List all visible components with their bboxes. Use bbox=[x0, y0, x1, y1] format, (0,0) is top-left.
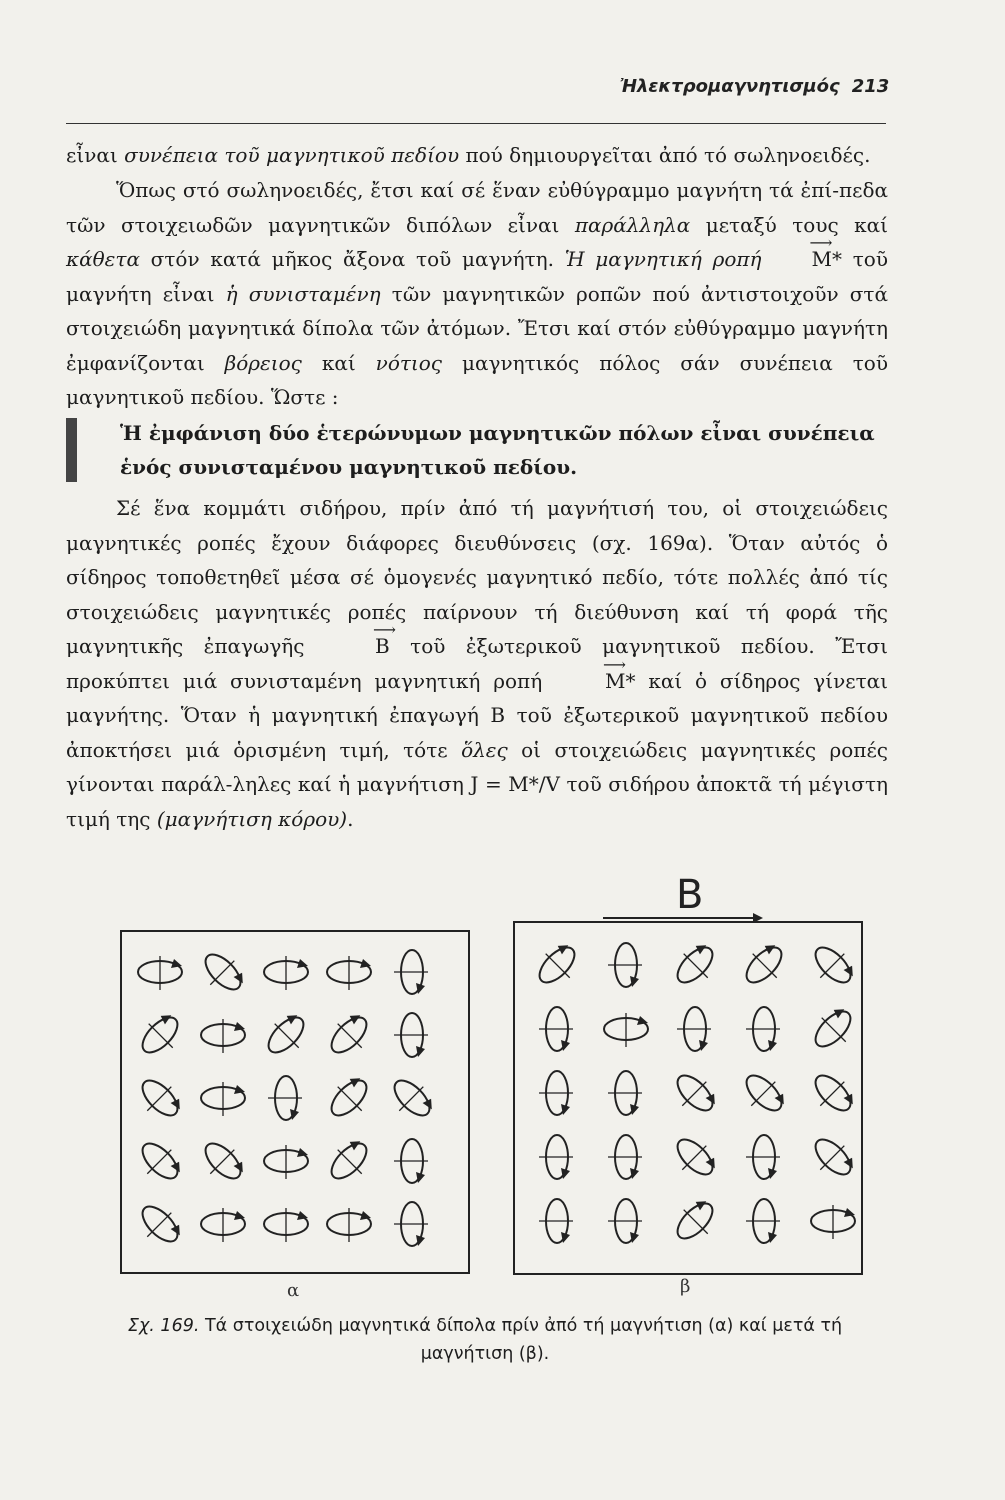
dipole-loop-icon bbox=[608, 1135, 642, 1179]
dipole-loop-icon bbox=[805, 938, 860, 993]
dipole-loop-icon bbox=[811, 1205, 855, 1239]
p1-text: εἶναι bbox=[66, 143, 125, 167]
dipole-loop-icon bbox=[539, 1135, 573, 1179]
dipole-loop-icon bbox=[530, 938, 585, 993]
dipole-loop-icon bbox=[604, 1013, 648, 1047]
dipole-loop-icon bbox=[736, 1066, 791, 1121]
dipole-loop-icon bbox=[322, 1134, 377, 1189]
p2-text: Ὅπως στό σωληνοειδές, ἔτσι καί σέ ἕναν εὐθύγραμμο μαγνήτη τά ἐπί-πεδα τῶν στοιχειωδῶν μαγνητικῶν διπόλων εἶναι bbox=[66, 178, 888, 237]
highlight-bar bbox=[66, 418, 77, 482]
dipole-loop-icon bbox=[327, 956, 371, 990]
page-number: 213 bbox=[851, 76, 890, 97]
label-b: β bbox=[680, 1276, 691, 1297]
dipoles-b bbox=[515, 923, 861, 1273]
dipole-loop-icon bbox=[668, 1194, 723, 1249]
p3-text: οἱ στοιχειώδεις μαγνητικές ροπές γίνονται παράλ-ληλες καί ἡ μαγνήτιση J = M*/V τοῦ σιδήρου ἀποκτᾶ τή μέγιστη τιμή της bbox=[66, 737, 889, 831]
p1-italic: συνέπεια τοῦ μαγνητικοῦ πεδίου bbox=[124, 143, 460, 167]
moment-vector: ⟶ M* bbox=[762, 242, 842, 277]
field-b-label: B bbox=[676, 872, 704, 918]
p2-text: μαγνητικός πόλος σάν συνέπεια τοῦ μαγνητικοῦ πεδίου. Ὥστε : bbox=[66, 350, 888, 409]
p2-text: τοῦ μαγνήτη εἶναι bbox=[66, 247, 888, 306]
dipole-loop-icon bbox=[805, 1066, 860, 1121]
figure-caption bbox=[100, 1312, 870, 1368]
dipole-loop-icon bbox=[195, 945, 250, 1000]
header-rule bbox=[66, 123, 886, 124]
moment-vector: ⟶ M* bbox=[555, 664, 635, 699]
dipole-loop-icon bbox=[268, 1076, 302, 1120]
dipole-loop-icon bbox=[608, 1071, 642, 1115]
dipole-loop-icon bbox=[394, 950, 428, 994]
dipole-loop-icon bbox=[746, 1007, 780, 1051]
paragraph-3 bbox=[66, 491, 888, 836]
dipole-loop-icon bbox=[394, 1202, 428, 1246]
running-header bbox=[620, 76, 890, 97]
dipole-loop-icon bbox=[264, 1208, 308, 1242]
dipole-loop-icon bbox=[805, 1130, 860, 1185]
p3-text: Σέ ἕνα κομμάτι σιδήρου, πρίν ἀπό τή μαγνήτισή του, οἱ στοιχειώδεις μαγνητικές ροπές ἔχουν διάφορες διευθύνσεις (σχ. 169α). Ὅταν αὐτός ὁ σίδηρος τοποθετηθεῖ μέσα σέ ὁμογενές μαγνητικό πεδίο, τότε πολλές ἀπό τίς στοιχειώδεις μαγνητικές ροπές παίρνουν τή διεύθυνση καί τή φορά τῆς μαγνητικῆς ἐπαγωγῆς bbox=[66, 496, 888, 658]
dipole-loop-icon bbox=[201, 1208, 245, 1242]
dipole-loop-icon bbox=[806, 1002, 861, 1057]
p3-text: . bbox=[347, 806, 354, 831]
p1-text: πού δημιουργεῖται ἀπό τό σωληνοειδές. bbox=[459, 143, 871, 167]
dipole-loop-icon bbox=[132, 1134, 187, 1189]
p2-italic: Ἡ μαγνητική ροπή bbox=[564, 247, 762, 271]
p3-text: καί ὁ σίδηρος γίνεται μαγνήτης. Ὅταν ἡ μαγνητική ἐπαγωγή B τοῦ ἐξωτερικοῦ μαγνητικοῦ πεδίου ἀποκτήσει μιά ὁρισμένη τιμή, τότε bbox=[66, 668, 888, 762]
dipole-loop-icon bbox=[667, 1130, 722, 1185]
p2-italic: ἡ συνισταμένη bbox=[225, 281, 381, 306]
p2-text: στόν κατά μῆκος ἄξονα τοῦ μαγνήτη. bbox=[139, 247, 565, 271]
dipole-loop-icon bbox=[746, 1135, 780, 1179]
p2-text: καί bbox=[301, 350, 376, 375]
induction-vector: ⟶ B bbox=[325, 629, 390, 664]
p3-italic: (μαγνήτιση κόρου) bbox=[156, 806, 348, 831]
p3-text: τοῦ ἐξωτερικοῦ μαγνητικοῦ πεδίου. Ἔτσι προκύπτει μιά συνισταμένη μαγνητική ροπή bbox=[66, 634, 888, 693]
dipole-loop-icon bbox=[133, 1008, 188, 1063]
caption-text: Τά στοιχειώδη μαγνητικά δίπολα πρίν ἀπό τή μαγνήτιση (α) καί μετά τή μαγνήτιση (β). bbox=[204, 1316, 843, 1364]
label-a: α bbox=[287, 1280, 300, 1301]
paragraph-2 bbox=[66, 173, 888, 415]
dipole-loop-icon bbox=[327, 1208, 371, 1242]
p2-italic: κάθετα bbox=[66, 247, 140, 271]
dipole-loop-icon bbox=[201, 1019, 245, 1053]
dipole-loop-icon bbox=[667, 1066, 722, 1121]
dipole-loop-icon bbox=[394, 1013, 428, 1057]
dipole-loop-icon bbox=[539, 1199, 573, 1243]
dipole-loop-icon bbox=[132, 1197, 187, 1252]
dipole-loop-icon bbox=[394, 1139, 428, 1183]
dipole-loop-icon bbox=[608, 1199, 642, 1243]
dipole-loop-icon bbox=[195, 1134, 250, 1189]
dipole-loop-icon bbox=[539, 1071, 573, 1115]
header-title: Ἠλεκτρομαγνητισμός bbox=[620, 76, 840, 97]
dipole-loop-icon bbox=[322, 1071, 377, 1126]
dipole-loop-icon bbox=[132, 1071, 187, 1126]
dipole-loop-icon bbox=[259, 1008, 314, 1063]
p3-italic: ὅλες bbox=[461, 737, 508, 762]
dipole-loop-icon bbox=[677, 1007, 711, 1051]
dipole-loop-icon bbox=[138, 956, 182, 990]
dipole-loop-icon bbox=[608, 943, 642, 987]
dipole-loop-icon bbox=[737, 938, 792, 993]
highlight-text: Ἡ ἐμφάνιση δύο ἑτερώνυμων μαγνητικῶν πόλων εἶναι συνέπεια ἑνός συνισταμένου μαγνητικοῦ πεδίου. bbox=[120, 421, 875, 479]
p2-italic: νότιος bbox=[375, 350, 443, 375]
p2-text: τῶν μαγνητικῶν ροπῶν πού ἀντιστοιχοῦν στά στοιχειώδη μαγνητικά δίπολα τῶν ἀτόμων. Ἔτσι καί στόν εὐθύγραμμο μαγνήτη ἐμφανίζονται bbox=[66, 281, 888, 375]
caption-label: Σχ. 169. bbox=[127, 1316, 200, 1336]
highlight-box bbox=[66, 416, 888, 484]
p2-text: μεταξύ τους καί bbox=[690, 212, 888, 237]
dipole-loop-icon bbox=[201, 1082, 245, 1116]
dipole-loop-icon bbox=[322, 1008, 377, 1063]
dipole-loop-icon bbox=[746, 1199, 780, 1243]
dipole-loop-icon bbox=[668, 938, 723, 993]
dipole-loop-icon bbox=[539, 1007, 573, 1051]
paragraph-1 bbox=[66, 138, 888, 173]
dipoles-a bbox=[122, 932, 468, 1272]
p2-italic: παράλληλα bbox=[574, 212, 691, 237]
p2-italic: βόρειος bbox=[224, 350, 302, 375]
dipole-loop-icon bbox=[384, 1071, 439, 1126]
dipole-loop-icon bbox=[264, 1145, 308, 1179]
dipole-loop-icon bbox=[264, 956, 308, 990]
